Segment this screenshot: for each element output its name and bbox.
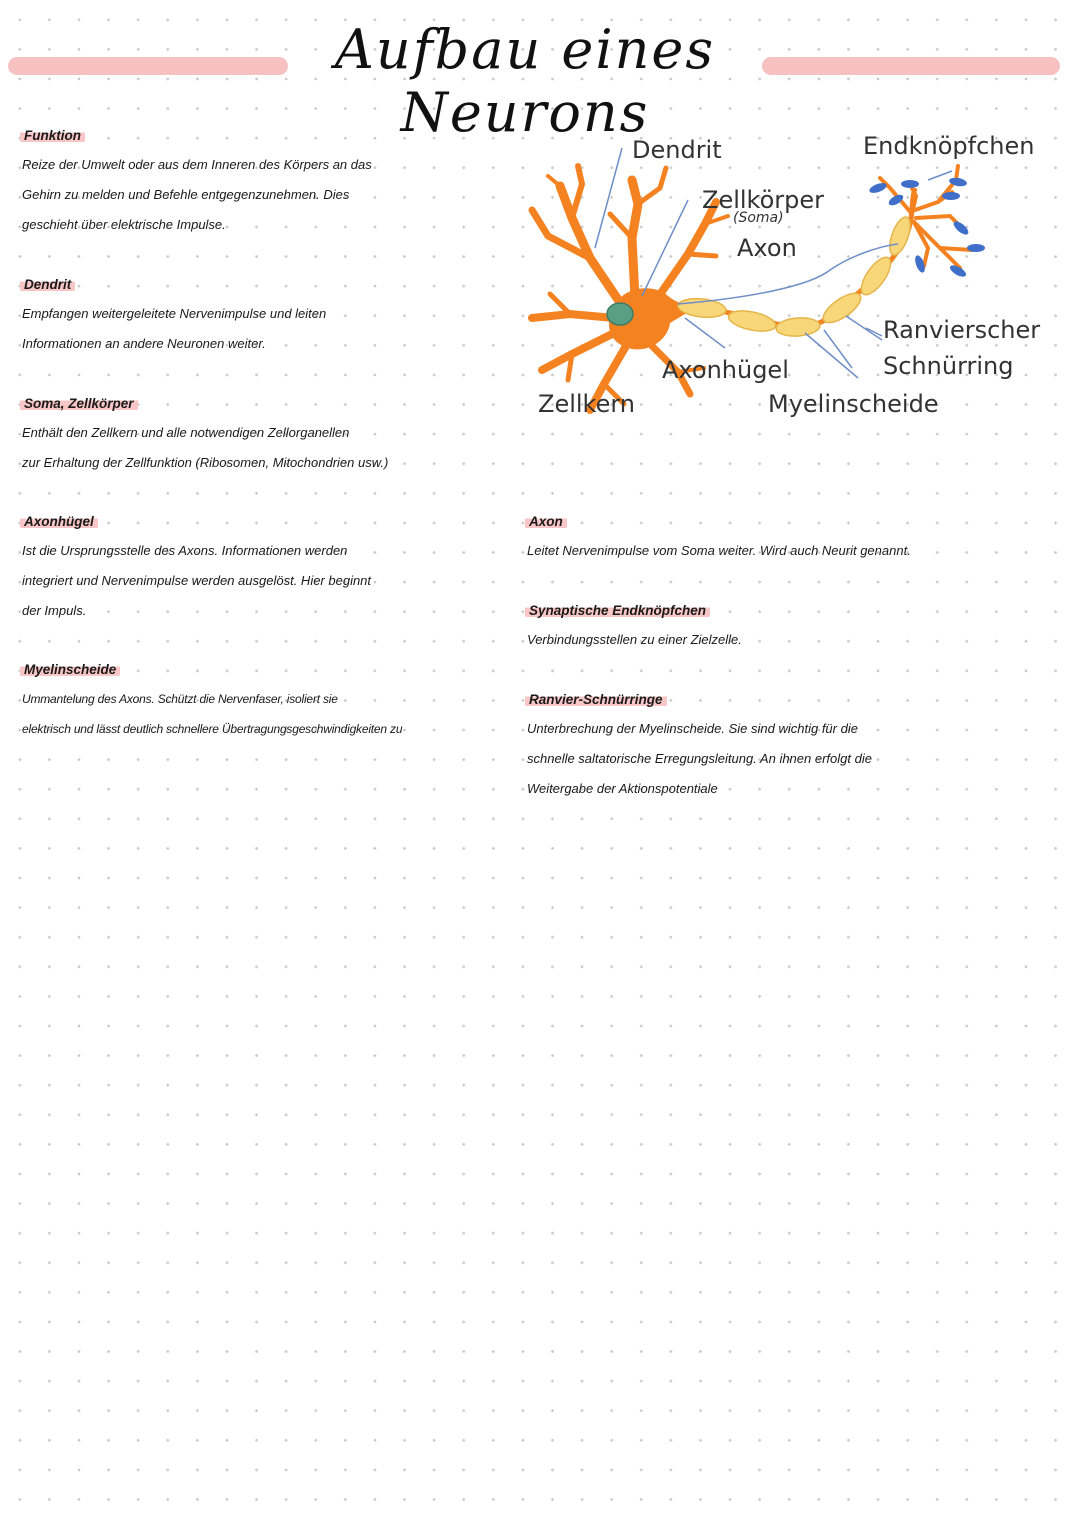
section-body: [22, 418, 502, 478]
section-heading: Axon: [525, 514, 567, 529]
section-dendrit: [22, 274, 492, 359]
title-decoration-right: [762, 57, 1060, 75]
label-axonhuegel: Axonhügel: [662, 356, 789, 384]
section-heading: Myelinscheide: [20, 662, 120, 677]
section-endknoepfchen: [527, 600, 1027, 655]
label-endknoepfchen: Endknöpfchen: [863, 132, 1035, 160]
text-line: der Impuls.: [22, 603, 87, 618]
text-line: Enthält den Zellkern und alle notwendigen Zellorganellen: [22, 425, 350, 440]
section-body: [527, 536, 1027, 566]
label-schnuerring: Schnürring: [883, 352, 1014, 380]
section-heading: Funktion: [20, 128, 85, 143]
text-line: schnelle saltatorische Erregungsleitung. An ihnen erfolgt die: [527, 751, 872, 766]
section-ranvier: [527, 689, 1027, 804]
section-heading: Dendrit: [20, 277, 75, 292]
label-axon: Axon: [737, 234, 797, 262]
section-myelinscheide: [22, 659, 507, 744]
section-body: [22, 150, 492, 240]
section-axon: [527, 511, 1027, 566]
page-title: Aufbau eines Neurons: [334, 18, 716, 144]
label-zellkoerper: Zellkörper: [702, 186, 825, 214]
text-line: Leitet Nervenimpulse vom Soma weiter. Wird auch Neurit genannt.: [527, 543, 911, 558]
cell-nucleus: [607, 303, 633, 325]
section-axonhuegel: [22, 511, 492, 626]
text-line: Ist die Ursprungsstelle des Axons. Informationen werden: [22, 543, 348, 558]
neuron-diagram: [520, 118, 1060, 430]
text-line: Informationen an andere Neuronen weiter.: [22, 336, 266, 351]
text-line: Verbindungsstellen zu einer Zielzelle.: [527, 632, 742, 647]
text-line: zur Erhaltung der Zellfunktion (Ribosomen, Mitochondrien usw.): [22, 455, 389, 470]
section-body: [527, 714, 1027, 804]
text-line: Reize der Umwelt oder aus dem Inneren des Körpers an das: [22, 157, 372, 172]
section-funktion: [22, 125, 492, 240]
label-soma: (Soma): [733, 210, 784, 226]
text-line: geschieht über elektrische Impulse.: [22, 217, 226, 232]
section-heading: Axonhügel: [20, 514, 98, 529]
text-line: Unterbrechung der Myelinscheide. Sie sind wichtig für die: [527, 721, 858, 736]
label-myelinscheide: Myelinscheide: [768, 390, 939, 418]
text-line: Weitergabe der Aktionspotentiale: [527, 781, 718, 796]
section-soma: [22, 393, 502, 478]
label-zellkern: Zellkern: [538, 390, 636, 418]
section-heading: Ranvier-Schnürringe: [525, 692, 667, 707]
text-line: elektrisch und lässt deutlich schnellere Übertragungsgeschwindigkeiten zu: [22, 722, 403, 736]
text-line: Ummantelung des Axons. Schützt die Nervenfaser, isoliert sie: [22, 692, 338, 706]
section-body: [22, 299, 492, 359]
section-body: [527, 625, 1027, 655]
section-heading: Soma, Zellkörper: [20, 396, 138, 411]
text-line: Gehirn zu melden und Befehle entgegenzunehmen. Dies: [22, 187, 350, 202]
title-decoration-left: [8, 57, 288, 75]
label-dendrit: Dendrit: [632, 136, 722, 164]
section-body: [22, 536, 492, 626]
section-heading: Synaptische Endknöpfchen: [525, 603, 710, 618]
text-line: Empfangen weitergeleitete Nervenimpulse und leiten: [22, 306, 327, 321]
label-ranvierscher: Ranvierscher: [883, 316, 1041, 344]
section-body: [22, 684, 507, 744]
text-line: integriert und Nervenimpulse werden ausgelöst. Hier beginnt: [22, 573, 372, 588]
